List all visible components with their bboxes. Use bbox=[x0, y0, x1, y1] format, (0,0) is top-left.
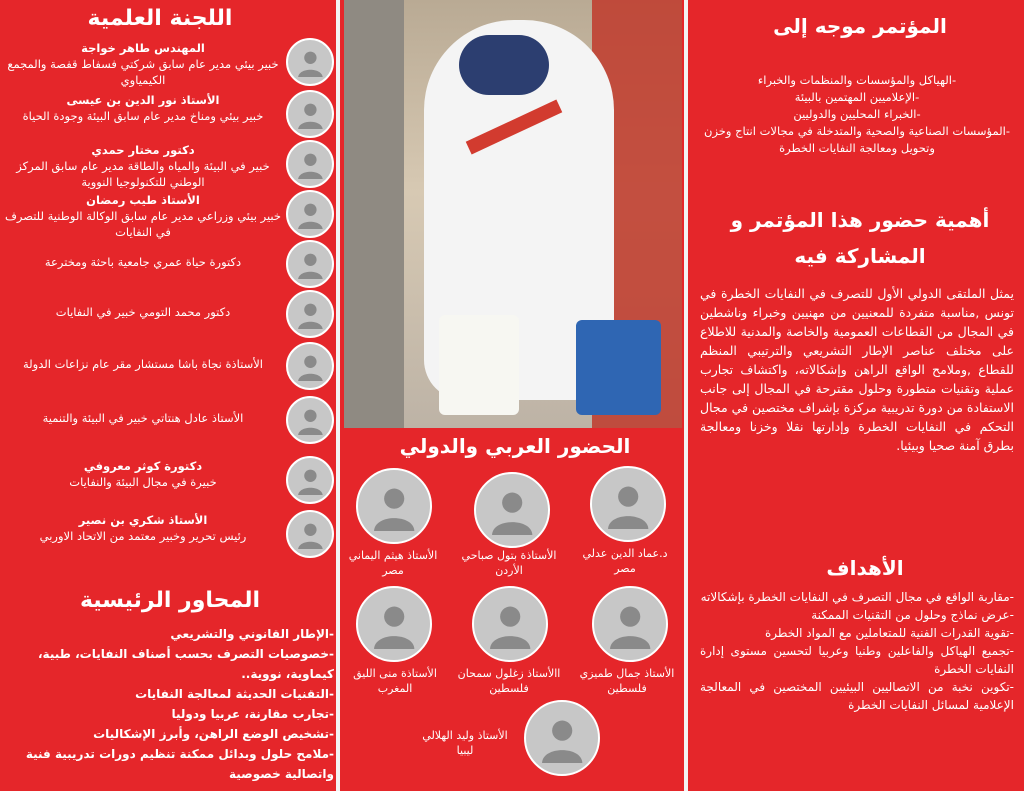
guest-avatar bbox=[474, 472, 550, 548]
committee-member-desc: خبير بيئي وزراعي مدير عام سابق الوكالة الوطنية للتصرف في النفايات bbox=[4, 209, 282, 239]
guest-caption bbox=[560, 546, 690, 576]
committee-avatar bbox=[286, 456, 334, 504]
committee-member-desc: رئيس تحرير وخبير معتمد من الاتحاد الاوربي bbox=[39, 529, 247, 543]
guest-name: الأستاذة منى الليق bbox=[353, 667, 437, 680]
person-icon bbox=[295, 405, 326, 436]
person-icon bbox=[487, 485, 537, 535]
guest-caption bbox=[444, 548, 574, 578]
axes-item: -التقنيات الحديثة لمعالجة النفايات bbox=[135, 687, 334, 701]
person-icon bbox=[537, 713, 587, 763]
guest-name: الأستاذ هيثم اليماني bbox=[348, 549, 438, 562]
committee-member-desc: خبيرة في مجال البيئة والنفايات bbox=[69, 475, 217, 489]
guest-name: االأستاذ زغلول سمحان bbox=[457, 667, 561, 680]
audience-item: -الهياكل والمؤسسات والمنظمات والخبراء bbox=[757, 73, 957, 87]
photo-white-canister bbox=[439, 315, 519, 415]
objectives-list bbox=[700, 588, 1014, 714]
committee-avatar bbox=[286, 140, 334, 188]
committee-member bbox=[4, 40, 282, 88]
audience-title: المؤتمر موجه إلى bbox=[773, 14, 947, 38]
committee-member-name: المهندس طاهر خواجة bbox=[81, 41, 205, 55]
person-icon bbox=[485, 599, 535, 649]
committee-member-name: الأستاذ طيب رمضان bbox=[86, 193, 200, 207]
committee-member-name: دكتور مختار حمدي bbox=[91, 143, 195, 157]
person-icon bbox=[369, 599, 419, 649]
committee-member-desc: الأستاذة نجاة باشا مستشار مقر عام نزاعات الدولة bbox=[22, 357, 263, 371]
guest-country: مصر bbox=[382, 564, 404, 577]
committee-member bbox=[4, 142, 282, 190]
committee-avatar bbox=[286, 342, 334, 390]
committee-member-desc: دكتور محمد التومي خبير في النفايات bbox=[55, 305, 231, 319]
guest-country: مصر bbox=[614, 562, 636, 575]
guest-avatar bbox=[592, 586, 668, 662]
person-icon bbox=[605, 599, 655, 649]
committee-avatar bbox=[286, 290, 334, 338]
person-icon bbox=[295, 47, 326, 78]
axes-item: -تشخيص الوضع الراهن، وأبرز الإشكاليات bbox=[93, 727, 334, 741]
guest-caption bbox=[562, 666, 692, 696]
committee-member bbox=[4, 356, 282, 372]
person-icon bbox=[295, 199, 326, 230]
committee-avatar bbox=[286, 190, 334, 238]
committee-member bbox=[4, 92, 282, 124]
axes-item: -خصوصيات التصرف بحسب أصناف النفايات، طبية، كيماوية، نووية.. bbox=[37, 647, 334, 681]
audience-list bbox=[704, 72, 1010, 157]
committee-member-desc: خبير بيئي ومناخ مدير عام سابق البيئة وجودة الحياة bbox=[22, 109, 264, 123]
guest-name: د.عماد الدين عدلي bbox=[582, 547, 668, 560]
photo-shelf bbox=[344, 0, 404, 428]
person-icon bbox=[295, 299, 326, 330]
objective-item: -تقوية القدرات الفنية للمتعاملين مع المواد الخطرة bbox=[764, 626, 1014, 640]
guest-country: المغرب bbox=[377, 682, 413, 695]
committee-member-name: دكتورة كوثر معروفي bbox=[83, 459, 203, 473]
guest-country: الأردن bbox=[495, 564, 523, 577]
committee-member bbox=[4, 512, 282, 544]
objectives-title: الأهداف bbox=[826, 556, 904, 580]
committee-member-name: الأستاذ نور الدين بن عيسى bbox=[66, 93, 220, 107]
guest-name: الأستاذ وليد الهلالي bbox=[422, 729, 508, 742]
person-icon bbox=[295, 249, 326, 280]
objective-item: -تجميع الهياكل والفاعلين وطنيا وعربيا لتحسين مستوى إدارة النفايات الخطرة bbox=[700, 644, 1014, 676]
committee-member bbox=[4, 254, 282, 270]
committee-title: اللجنة العلمية bbox=[87, 6, 233, 31]
committee-avatar bbox=[286, 240, 334, 288]
person-icon bbox=[295, 149, 326, 180]
committee-avatar bbox=[286, 38, 334, 86]
committee-member bbox=[4, 458, 282, 490]
importance-title: أهمية حضور هذا المؤتمر و المشاركة فيه bbox=[730, 208, 990, 268]
axes-item: -ملامح حلول وبدائل ممكنة تنظيم دورات تدريبية فنية واتصالية خصوصية bbox=[25, 747, 334, 781]
guest-avatar bbox=[356, 468, 432, 544]
guest-avatar bbox=[524, 700, 600, 776]
person-icon bbox=[369, 481, 419, 531]
guest-name: الأستاذ جمال طميزي bbox=[579, 667, 675, 680]
photo-respirator bbox=[459, 35, 549, 95]
objective-item: -مقاربة الواقع في مجال التصرف في النفايات الخطرة بإشكالاته bbox=[700, 590, 1014, 604]
committee-avatar bbox=[286, 90, 334, 138]
guest-avatar bbox=[590, 466, 666, 542]
person-icon bbox=[295, 519, 326, 550]
audience-item: -المؤسسات الصناعية والصحية والمتدخلة في مجالات انتاج وخزن وتحويل ومعالجة النفايات الخطرة bbox=[704, 124, 1010, 155]
person-icon bbox=[603, 479, 653, 529]
person-icon bbox=[295, 465, 326, 496]
person-icon bbox=[295, 99, 326, 130]
committee-member bbox=[4, 192, 282, 240]
guest-caption bbox=[444, 666, 574, 696]
guest-country: فلسطين bbox=[489, 682, 529, 695]
committee-member bbox=[4, 410, 282, 426]
objective-item: -عرض نماذج وحلول من التقنيات الممكنة bbox=[811, 608, 1014, 622]
guest-country: فلسطين bbox=[607, 682, 647, 695]
committee-member-desc: خبير في البيئة والمياه والطاقة مدير عام سابق المركز الوطني للتكنولوجيا النووية bbox=[16, 159, 270, 189]
committee-member-desc: خبير بيئي مدير عام سابق شركتي فسفاط قفصة والمجمع الكيمياوي bbox=[7, 57, 279, 87]
committee-member-name: الأستاذ شكري بن نصير bbox=[78, 513, 208, 527]
guest-country: ليبيا bbox=[456, 744, 474, 757]
guest-name: الأستاذة بتول صباحي bbox=[461, 549, 557, 562]
axes-item: -تجارب مقارنة، عربيا ودوليا bbox=[171, 707, 334, 721]
objective-item: -تكوين نخبة من الاتصاليين البيئيين المختصين في المعالجة الإعلامية لمسائل النفايات الخطرة bbox=[700, 680, 1014, 712]
guest-caption bbox=[330, 666, 460, 696]
photo-blue-canister bbox=[576, 320, 661, 415]
audience-item: -الإعلاميين المهتمين بالبيئة bbox=[794, 90, 920, 104]
committee-avatar bbox=[286, 510, 334, 558]
guest-avatar bbox=[472, 586, 548, 662]
axes-item: -الإطار القانوني والتشريعي bbox=[170, 627, 334, 641]
guests-title: الحضور العربي والدولي bbox=[399, 434, 631, 458]
guest-caption bbox=[400, 728, 530, 758]
axes-title: المحاور الرئيسية bbox=[79, 588, 261, 613]
person-icon bbox=[295, 351, 326, 382]
importance-text: يمثل الملتقى الدولي الأول للتصرف في النفايات الخطرة في تونس ,مناسبة متفردة للمعنيين من مهنيين وخبراء وناشطين في المجال من القطاعات العمومية والخاصة والمدنية للاطلاع على مختلف عناصر الإطار التشريعي والترتيبي المنظم للقطاع ,وملامح الواقع الراهن وإشكالاته، واكتشاف تجارب عملية وتقنيات متطورة وحلول مقترحة في المجال إلى جانب الاستفادة من دورة تدريبية مركزة بإشراف مختصين في مجال التحكم في النفايات الخطرة وإدارتها نقلا وخزنا ومعالجة بطرق آمنة صحيا وبيئيا. bbox=[700, 286, 1014, 453]
committee-member-desc: دكتورة حياة عمري جامعية باحثة ومخترعة bbox=[44, 255, 242, 269]
audience-item: -الخبراء المحليين والدوليين bbox=[793, 107, 921, 121]
axes-list bbox=[8, 624, 334, 784]
guest-caption bbox=[328, 548, 458, 578]
hazmat-worker-photo bbox=[344, 0, 682, 428]
committee-avatar bbox=[286, 396, 334, 444]
guest-avatar bbox=[356, 586, 432, 662]
committee-member bbox=[4, 304, 282, 320]
committee-member-desc: الأستاذ عادل هنتاتي خبير في البيئة والتنمية bbox=[42, 411, 244, 425]
